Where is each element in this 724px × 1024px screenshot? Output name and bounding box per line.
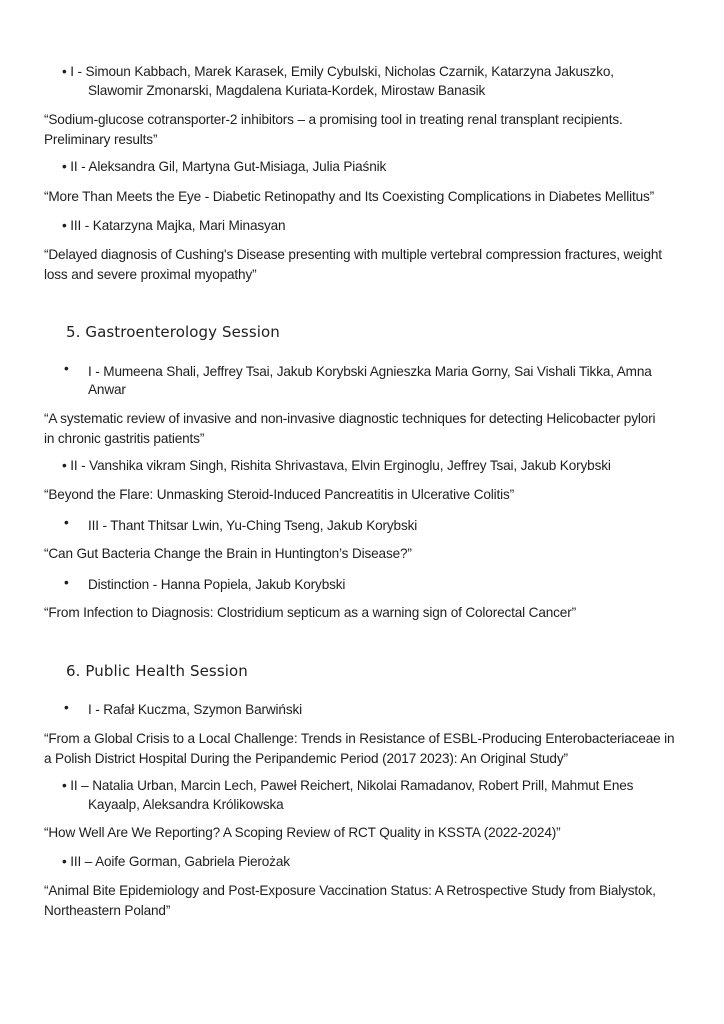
authors-line: Vanshika vikram Singh, Rishita Shrivastava, Elvin Erginoglu, Jeffrey Tsai, Jakub Korybski bbox=[89, 458, 611, 473]
title-line: Northeastern Poland” bbox=[44, 903, 171, 918]
title-line: “Delayed diagnosis of Cushing's Disease presenting with multiple vertebral compression fractures, weight bbox=[44, 247, 662, 262]
presentation-title bbox=[44, 110, 623, 150]
award-place: II bbox=[70, 778, 78, 793]
separator: - bbox=[77, 159, 89, 174]
award-entry bbox=[62, 216, 285, 236]
authors-line: Simoun Kabbach, Marek Karasek, Emily Cybulski, Nicholas Czarnik, Katarzyna Jakuszko, bbox=[85, 64, 614, 79]
award-entry bbox=[62, 157, 386, 177]
separator: – bbox=[81, 854, 96, 869]
award-entry bbox=[62, 456, 611, 476]
title-line: Preliminary results” bbox=[44, 132, 158, 147]
award-entry bbox=[88, 362, 652, 382]
bullet: • bbox=[64, 575, 69, 590]
award-entry bbox=[88, 516, 417, 536]
authors-continuation: Anwar bbox=[88, 382, 126, 397]
award-entry bbox=[62, 776, 633, 796]
bullet: • bbox=[64, 361, 69, 376]
title-line: a Polish District Hospital During the Peripandemic Period (2017 2023): An Original Study” bbox=[44, 751, 568, 766]
separator: - bbox=[77, 458, 90, 473]
presentation-title: “More Than Meets the Eye - Diabetic Retinopathy and Its Coexisting Complications in Diabetes Mellitus” bbox=[44, 189, 655, 204]
award-entry bbox=[62, 62, 614, 82]
authors-line: Hanna Popiela, Jakub Korybski bbox=[160, 577, 346, 592]
authors-line: Mumeena Shali, Jeffrey Tsai, Jakub Korybski Agnieszka Maria Gorny, Sai Vishali Tikka, Amna bbox=[103, 364, 652, 379]
award-entry bbox=[88, 700, 302, 720]
authors-line: Aleksandra Gil, Martyna Gut-Misiaga, Julia Piaśnik bbox=[88, 159, 387, 174]
bullet: • bbox=[62, 854, 67, 869]
award-place: I bbox=[70, 64, 74, 79]
award-place: I bbox=[88, 364, 92, 379]
separator: - bbox=[98, 518, 111, 533]
award-place: Distinction bbox=[88, 577, 150, 592]
separator: - bbox=[149, 577, 161, 592]
title-line: “Animal Bite Epidemiology and Post-Exposure Vaccination Status: A Retrospective Study from Bialystok, bbox=[44, 883, 656, 898]
bullet: • bbox=[62, 218, 67, 233]
separator: – bbox=[77, 778, 93, 793]
presentation-title bbox=[44, 245, 662, 285]
award-place: II bbox=[70, 159, 78, 174]
award-entry bbox=[62, 852, 290, 872]
award-entry bbox=[88, 575, 345, 595]
presentation-title: “How Well Are We Reporting? A Scoping Review of RCT Quality in KSSTA (2022-2024)” bbox=[44, 825, 561, 840]
bullet: • bbox=[64, 700, 69, 715]
award-place: I bbox=[88, 702, 92, 717]
award-place: III bbox=[88, 518, 99, 533]
separator: - bbox=[91, 702, 104, 717]
separator: - bbox=[91, 364, 104, 379]
authors-line: Thant Thitsar Lwin, Yu-Ching Tseng, Jakub Korybski bbox=[110, 518, 418, 533]
presentation-title bbox=[44, 409, 655, 449]
presentation-title: “Can Gut Bacteria Change the Brain in Huntington’s Disease?” bbox=[44, 546, 412, 561]
presentation-title bbox=[44, 729, 674, 769]
presentation-title bbox=[44, 881, 656, 921]
authors-continuation: Slawomir Zmonarski, Magdalena Kuriata-Kordek, Mirostaw Banasik bbox=[88, 83, 486, 98]
title-line: “A systematic review of invasive and non-invasive diagnostic techniques for detecting Helicobacter pylori bbox=[44, 411, 656, 426]
authors-line: Katarzyna Majka, Mari Minasyan bbox=[92, 218, 286, 233]
award-place: III bbox=[70, 218, 82, 233]
title-line: “Sodium-glucose cotransporter-2 inhibitors – a promising tool in treating renal transplant recipients. bbox=[44, 112, 623, 127]
authors-line: Aoife Gorman, Gabriela Pierożak bbox=[95, 854, 290, 869]
separator: - bbox=[81, 218, 93, 233]
bullet: • bbox=[62, 458, 67, 473]
section-heading: 6. Public Health Session bbox=[66, 662, 248, 680]
section-heading: 5. Gastroenterology Session bbox=[66, 323, 280, 341]
title-line: “From a Global Crisis to a Local Challenge: Trends in Resistance of ESBL-Producing Enterobacteriaceae in bbox=[44, 731, 675, 746]
presentation-title: “From Infection to Diagnosis: Clostridium septicum as a warning sign of Colorectal Cancer” bbox=[44, 605, 576, 620]
bullet: • bbox=[62, 778, 67, 793]
award-place: III bbox=[70, 854, 82, 869]
bullet: • bbox=[64, 515, 69, 530]
bullet: • bbox=[62, 159, 67, 174]
bullet: • bbox=[62, 64, 67, 79]
title-line: loss and severe proximal myopathy” bbox=[44, 267, 257, 282]
separator: - bbox=[73, 64, 86, 79]
authors-line: Rafał Kuczma, Szymon Barwiński bbox=[103, 702, 302, 717]
authors-line: Natalia Urban, Marcin Lech, Paweł Reichert, Nikolai Ramadanov, Robert Prill, Mahmut Enes bbox=[92, 778, 634, 793]
award-place: II bbox=[70, 458, 78, 473]
title-line: in chronic gastritis patients” bbox=[44, 431, 205, 446]
presentation-title: “Beyond the Flare: Unmasking Steroid-Induced Pancreatitis in Ulcerative Colitis” bbox=[44, 487, 515, 502]
authors-continuation: Kayaalp, Aleksandra Królikowska bbox=[88, 797, 284, 812]
